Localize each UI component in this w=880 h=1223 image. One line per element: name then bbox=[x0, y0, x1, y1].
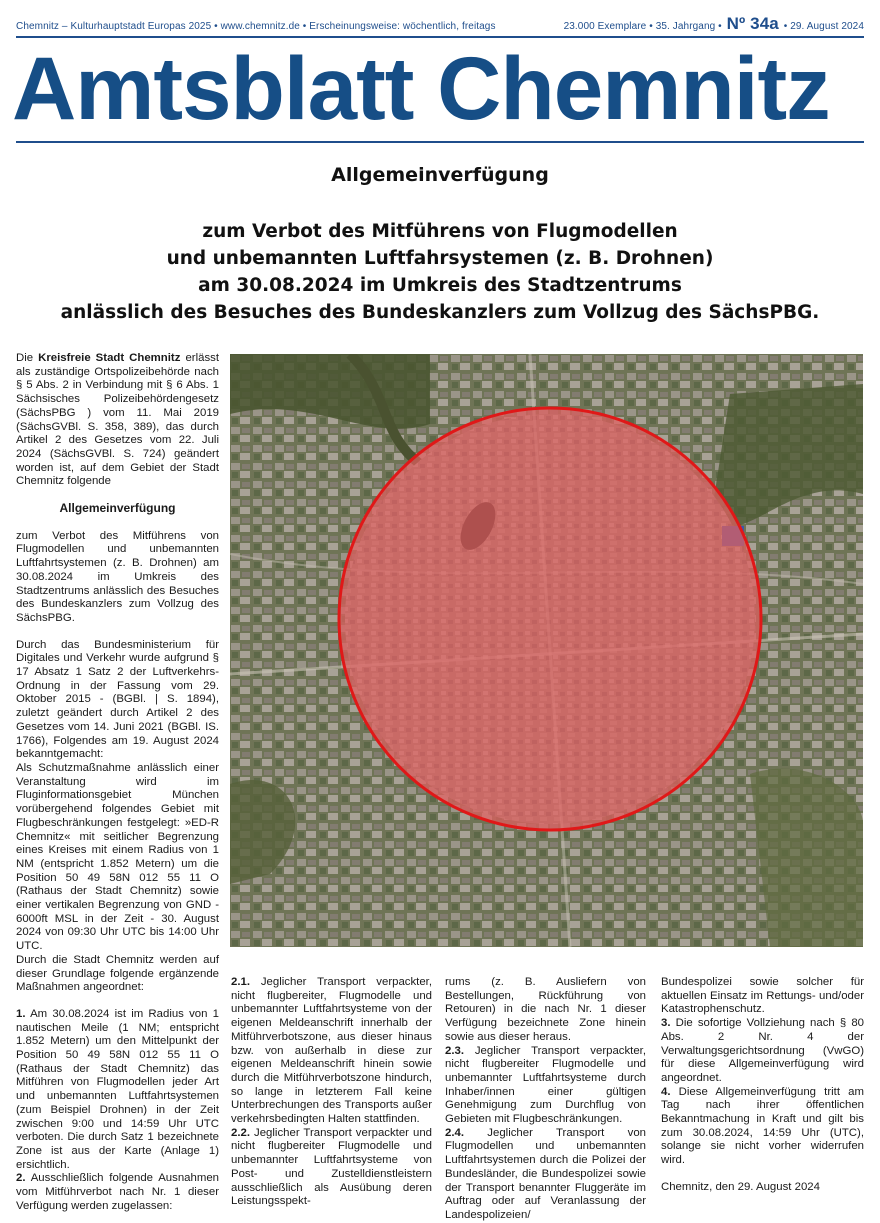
subtitle-line: und unbemannten Luftfahrsystemen (z. B. Drohnen) bbox=[166, 248, 714, 269]
issue-info bbox=[562, 14, 864, 34]
circulation: 23.000 Exemplare • 35. Jahrgang • bbox=[563, 21, 722, 32]
item-1: 1. Am 30.08.2024 ist im Radius von 1 nautischen Meile (1 NM; entspricht 1.852 Metern) um den Mittelpunkt der Position 50 49 58N 012 55 11 O (Rathaus der Stadt Chemnitz) das Mitführen von Flugmodellen jeder Art und unbemannten Luftfahrtsystemen (zum Beispiel Drohnen) in der Zeit zwischen 9:00 und 14:59 Uhr UTC verboten. Die durch Satz 1 bezeichnete Zone ist aus der Karte (Anlage 1) ersichtlich. bbox=[16, 1007, 219, 1171]
publication-info: Chemnitz – Kulturhauptstadt Europas 2025 • www.chemnitz.de • Erscheinungsweise: wöchentlich, freitags bbox=[16, 21, 496, 32]
issue-date: • 29. August 2024 bbox=[783, 21, 864, 32]
item-2-2-continued: rums (z. B. Ausliefern von Bestellungen, Rückführung von Retouren) in die nach Nr. 1 dieser Verfügung bezeichnete Zone hinein sowie aus dieser heraus. bbox=[445, 976, 646, 1043]
issue-number: Nº 34a bbox=[726, 14, 779, 33]
protection-paragraph: Als Schutzmaßnahme anlässlich einer Veranstaltung wird im Fluginformationsgebiet München vorübergehend folgendes Gebiet mit Flugbeschränkungen festgelegt: »ED-R Chemnitz« mit seitlicher Begrenzung eines Kreises mit einem Radius von 1 NM (entspricht 1.852 Metern) um die Position 50 49 58N 012 55 11 O (Rathaus der Stadt Chemnitz) sowie einer vertikalen Begrenzung von GND - 6000ft MSL in der Zeit - 30. August 2024 von 09:30 Uhr UTC bis 14:00 Uhr UTC. bbox=[16, 761, 219, 953]
item-2-3: 2.3. Jeglicher Transport verpackter, nicht flugbereiter Flugmodelle und unbemannter Luftfahrtsysteme durch Inhaber/innen einer gültigen Genehmigung zum Durchflug von Gebieten mit Flugbeschränkungen. bbox=[445, 1044, 646, 1126]
item-2-1: 2.1. Jeglicher Transport verpackter, nicht flugbereiter, Flugmodelle und unbemannter Luftfahrtsysteme von der eigenen Meldeanschrift innerhalb der Mitführverbotszone, aus dieser hinaus bzw. von außerhalb in diese zur eigenen Meldeanschrift hinein sowie durch die Mitführverbotszone hindurch, so lange in letzterem Fall keine Unterbrechungen des Transports außer verkehrsbedingten Halten stattfinden. bbox=[231, 976, 432, 1126]
document-subtitle bbox=[0, 218, 880, 326]
left-column bbox=[16, 352, 219, 1213]
item-4: 4. Diese Allgemeinverfügung tritt am Tag nach ihrer öffentlichen Bekanntmachung in Kraft und gilt bis zum 30.08.2024, 14:59 Uhr (UTC), solange sie nicht vorher widerrufen wird. bbox=[661, 1085, 864, 1167]
column-3 bbox=[445, 976, 646, 1223]
aerial-map-image bbox=[230, 354, 863, 947]
column-4 bbox=[661, 976, 864, 1195]
purpose-paragraph: zum Verbot des Mitführens von Flugmodellen und unbemannten Luftfahrtsystemen (z. B. Drohnen) am 30.08.2024 im Umkreis des Stadtzentrums anlässlich des Besuches des Bundeskanzlers zum Vollzug des SächsPBG. bbox=[16, 529, 219, 624]
section-heading: Allgemeinverfügung bbox=[59, 501, 176, 516]
document-title: Allgemeinverfügung bbox=[331, 164, 549, 186]
item-2: 2. Ausschließlich folgende Ausnahmen vom Mitführverbot nach Nr. 1 dieser Verfügung werden zugelassen: bbox=[16, 1172, 219, 1212]
subtitle-line: am 30.08.2024 im Umkreis des Stadtzentrums bbox=[198, 275, 682, 296]
authority-name: Kreisfreie Stadt Chemnitz bbox=[38, 352, 181, 364]
masthead-info-bar bbox=[16, 14, 864, 36]
item-2-4: 2.4. Jeglicher Transport von Flugmodellen und unbemannten Luftfahrtsystemen durch die Polizei der Bundesländer, die Bundespolizei sowie der Transport benannter Fluggeräte im Auftrag oder auf Veranlassung der Landespolizeien/ bbox=[445, 1126, 646, 1221]
no-fly-zone-map bbox=[230, 354, 863, 947]
no-fly-zone-circle bbox=[339, 408, 761, 830]
item-2-2: 2.2. Jeglicher Transport verpackter und nicht flugbereiter Flugmodelle und unbemannter Luftfahrtsysteme von Post- und Zustelldienstleistern ausschließlich als Ausübung deren Leistungsspekt- bbox=[231, 1126, 432, 1208]
subtitle-line: zum Verbot des Mitführens von Flugmodellen bbox=[202, 221, 678, 242]
intro-paragraph: Die Kreisfreie Stadt Chemnitz erlässt als zuständige Ortspolizeibehörde nach § 5 Abs. 2 in Verbindung mit § 6 Abs. 1 Sächsisches Polizeibehördengesetz (SächsPBG ) vom 11. Mai 2019 (SächsGVBl. S. 358, 389), das durch Artikel 2 des Gesetzes vom 22. Juli 2024 (SächsGVBl. S. 724) geändert worden ist, auf dem Gebiet der Stadt Chemnitz folgende bbox=[16, 352, 219, 488]
column-2 bbox=[231, 976, 432, 1209]
basis-paragraph: Durch die Stadt Chemnitz werden auf dieser Grundlage folgende ergänzende Maßnahmen angeordnet: bbox=[16, 953, 219, 994]
signature-line: Chemnitz, den 29. August 2024 bbox=[661, 1180, 820, 1193]
ministry-paragraph: Durch das Bundesministerium für Digitales und Verkehr wurde aufgrund § 17 Absatz 1 Satz 2 der Luftverkehrs-Ordnung in der Fassung vom 29. Oktober 2015 - (BGBl. | S. 1894), zuletzt geändert durch Artikel 2 des Gesetzes vom 14. Juni 2021 (BGBl. IS. 1766), Folgendes am 19. August 2024 bekanntgemacht: bbox=[16, 638, 219, 761]
bottom-rule bbox=[16, 141, 864, 143]
masthead-title: Amtsblatt Chemnitz bbox=[12, 38, 830, 138]
subtitle-line: anlässlich des Besuches des Bundeskanzlers zum Vollzug des SächsPBG. bbox=[60, 302, 820, 323]
item-3: 3. Die sofortige Vollziehung nach § 80 Abs. 2 Nr. 4 der Verwaltungsgerichtsordnung (VwGO) für diese Allgemeinverfügung wird angeordnet. bbox=[661, 1017, 864, 1084]
item-2-4-continued: Bundespolizei sowie solcher für aktuellen Einsatz im Rettungs- und/oder Katastrophenschutz. bbox=[661, 976, 864, 1016]
